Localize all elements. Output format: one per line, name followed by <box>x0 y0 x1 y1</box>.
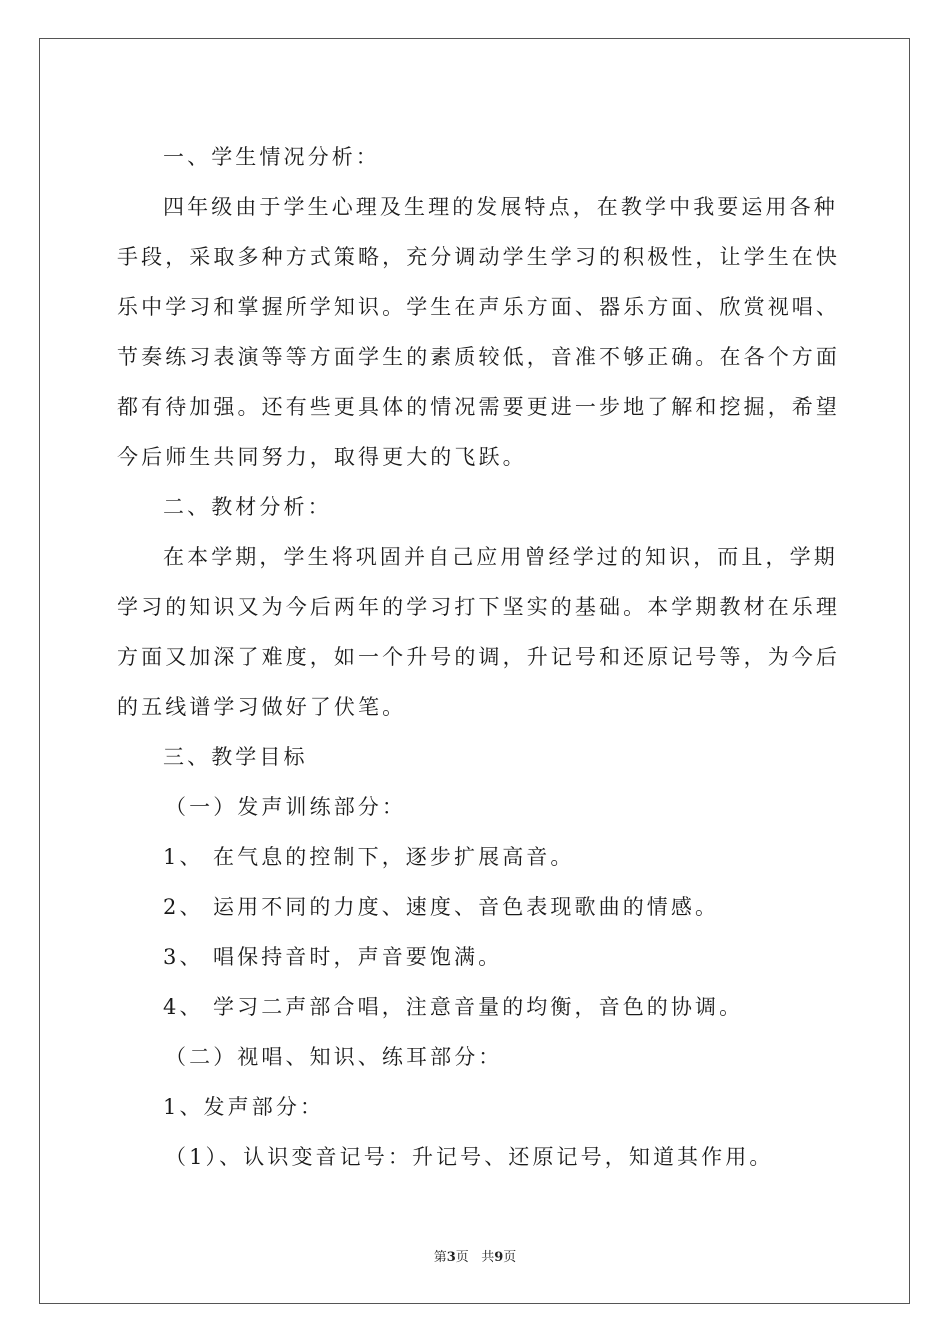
section1-line-1: 四年级由于学生心理及生理的发展特点，在教学中我要运用各种 <box>163 195 838 219</box>
section3-heading: 三、教学目标 <box>163 745 308 769</box>
section1-line-5: 都有待加强。还有些更具体的情况需要更进一步地了解和挖掘，希望 <box>117 395 840 419</box>
subsection2-item-1-sub: （1）、认识变音记号：升记号、还原记号，知道其作用。 <box>165 1145 774 1169</box>
list-number: 1、 <box>163 845 204 869</box>
section1-line-6: 今后师生共同努力，取得更大的飞跃。 <box>117 445 527 469</box>
list-item <box>117 932 837 982</box>
section1-line-4: 节奏练习表演等等方面学生的素质较低，音准不够正确。在各个方面 <box>117 345 840 369</box>
list-number: 4、 <box>163 995 204 1019</box>
list-item <box>117 832 837 882</box>
section1-heading: 一、学生情况分析： <box>163 145 380 169</box>
list-item <box>117 982 837 1032</box>
section2-heading: 二、教材分析： <box>163 495 332 519</box>
subsection2-heading: （二）视唱、知识、练耳部分： <box>165 1045 503 1069</box>
section1-line-3: 乐中学习和掌握所学知识。学生在声乐方面、器乐方面、欣赏视唱、 <box>117 295 840 319</box>
list-text: 在气息的控制下，逐步扩展高音。 <box>213 845 575 869</box>
footer-prefix: 第 <box>433 1250 447 1265</box>
list-item <box>117 882 837 932</box>
section1-line-2: 手段，采取多种方式策略，充分调动学生学习的积极性，让学生在快 <box>117 245 840 269</box>
list-text: 学习二声部合唱，注意音量的均衡，音色的协调。 <box>213 995 744 1019</box>
list-text: 唱保持音时，声音要饱满。 <box>213 945 503 969</box>
list-text: 运用不同的力度、速度、音色表现歌曲的情感。 <box>213 895 720 919</box>
page-footer <box>0 1246 950 1265</box>
section2-line-2: 学习的知识又为今后两年的学习打下坚实的基础。本学期教材在乐理 <box>117 595 840 619</box>
footer-page-number: 3 <box>446 1250 456 1265</box>
footer-suffix: 页 <box>503 1250 517 1265</box>
section2-line-4: 的五线谱学习做好了伏笔。 <box>117 695 407 719</box>
footer-mid: 页 共 <box>455 1250 495 1265</box>
document-body <box>117 132 840 1182</box>
list-number: 2、 <box>163 895 204 919</box>
footer-total-pages: 9 <box>494 1250 504 1265</box>
subsection2-item-1: 1、发声部分： <box>163 1095 325 1119</box>
list-number: 3、 <box>163 945 204 969</box>
section2-line-1: 在本学期，学生将巩固并自己应用曾经学过的知识，而且，学期 <box>163 545 838 569</box>
section2-line-3: 方面又加深了难度，如一个升号的调，升记号和还原记号等，为今后 <box>117 645 840 669</box>
subsection1-heading: （一）发声训练部分： <box>165 795 406 819</box>
